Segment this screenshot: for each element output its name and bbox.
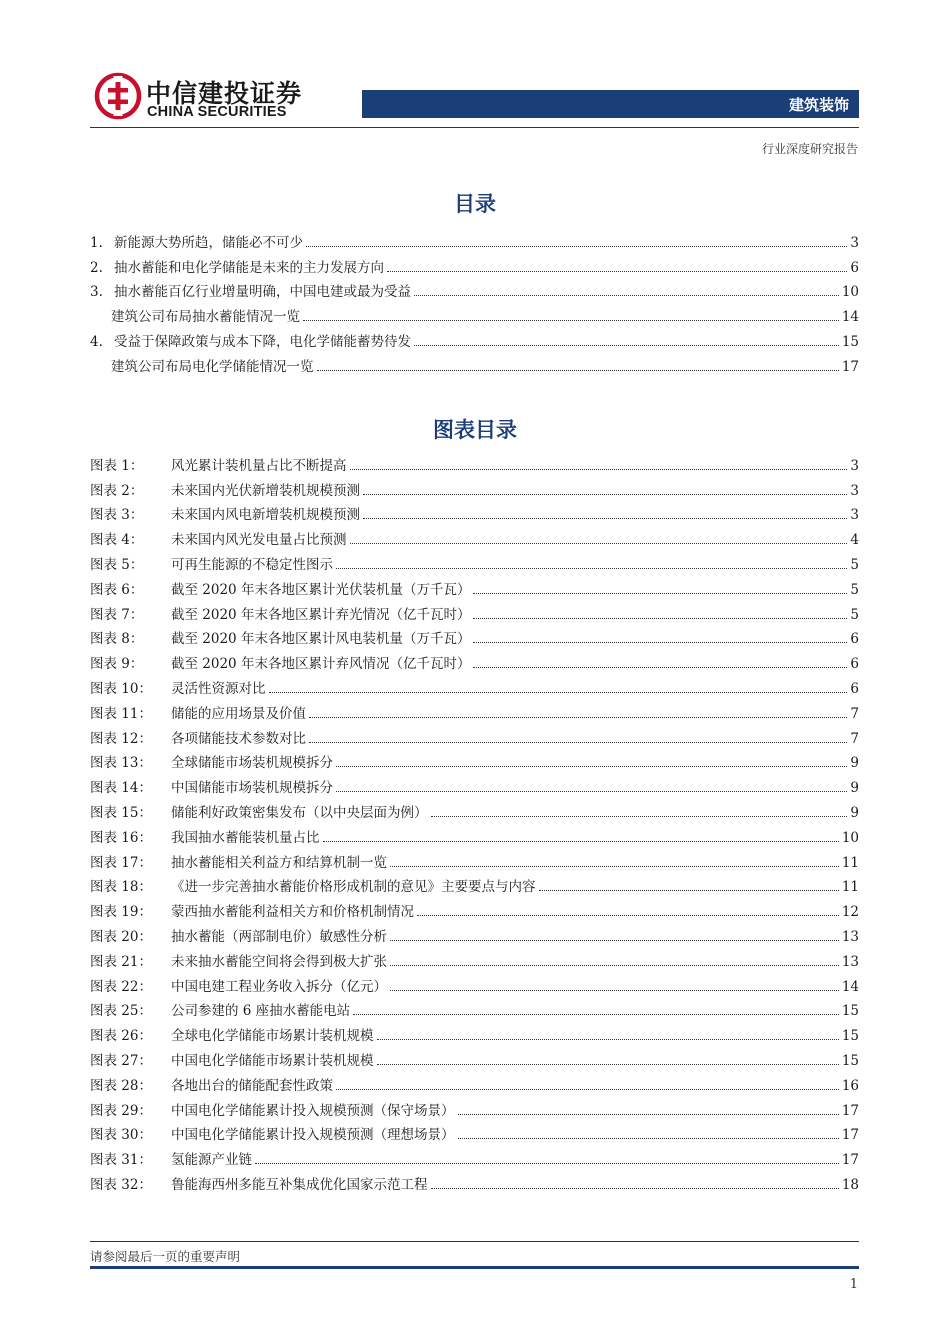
citic-logo-icon [94,72,142,120]
dot-leader [473,618,847,619]
toc-entry[interactable] [90,251,859,276]
dot-leader [377,1064,839,1065]
dot-leader [390,940,839,941]
figure-entry-text: 中国储能市场装机规模拆分 [171,780,333,797]
figure-entry[interactable] [90,821,859,846]
figure-entry-label: 图表 14： [90,780,152,797]
figure-entry[interactable] [90,573,859,598]
figure-entry-page: 5 [850,556,859,573]
figure-entry-label: 图表 12： [90,730,152,747]
figure-entry-label-group [90,975,387,995]
figure-entry-label: 图表 11： [90,705,152,722]
figure-entry-label-group [90,1049,374,1069]
figure-entry-label-group [90,652,470,672]
figure-entry-label-group [90,702,306,722]
dot-leader [473,642,847,643]
figure-entry-page: 17 [841,1127,859,1144]
figure-entry-text: 储能利好政策密集发布（以中央层面为例） [171,804,428,821]
dot-leader [336,1089,839,1090]
figure-entry-page: 3 [850,457,859,474]
dot-leader [323,841,839,842]
toc-entry-page: 14 [841,309,859,326]
toc-entry[interactable] [90,300,859,325]
toc-entry-number: 4. [90,333,103,350]
toc-entry-text: 建筑公司布局电化学储能情况一览 [111,358,314,375]
figure-entry-label-group [90,727,306,747]
figure-entry[interactable] [90,647,859,672]
figure-entry[interactable] [90,449,859,474]
figure-entry-label-group [90,900,414,920]
dot-leader [431,1188,839,1189]
figure-entry-text: 未来抽水蓄能空间将会得到极大扩张 [171,953,387,970]
figure-entry-label-group [90,454,347,474]
figure-entry-text: 储能的应用场景及价值 [171,705,306,722]
figure-entry-label-group [90,479,360,499]
figure-entry-text: 抽水蓄能（两部制电价）敏感性分析 [171,928,387,945]
figure-entry-text: 鲁能海西州多能互补集成优化国家示范工程 [171,1176,428,1193]
figure-entry-label: 图表 25： [90,1003,152,1020]
figure-entry-page: 18 [841,1176,859,1193]
figure-entry-page: 9 [850,780,859,797]
dot-leader [363,518,847,519]
figure-entry-text: 可再生能源的不稳定性图示 [171,556,333,573]
toc-entry-text: 抽水蓄能百亿行业增量明确，中国电建或最为受益 [114,284,411,301]
figure-entry-label: 图表 4： [90,532,144,549]
dot-leader [309,717,847,718]
toc-entry-text: 抽水蓄能和电化学储能是未来的主力发展方向 [114,259,384,276]
figure-entry[interactable] [90,1019,859,1044]
footer-note: 请参阅最后一页的重要声明 [90,1249,241,1264]
figure-entry-label: 图表 26： [90,1028,152,1045]
figure-entry[interactable] [90,1143,859,1168]
figure-entry-text: 蒙西抽水蓄能利益相关方和价格机制情况 [171,904,414,921]
figure-entry-page: 7 [850,730,859,747]
figure-entry[interactable] [90,697,859,722]
figure-entry-text: 截至 2020 年末各地区累计弃风情况（亿千瓦时） [171,656,471,673]
figure-entry-label: 图表 17： [90,854,152,871]
figure-entry-label-group [90,1123,455,1143]
toc-entry-page: 10 [841,284,859,301]
figure-entry-page: 11 [841,854,859,871]
figure-entry-label-group [90,950,387,970]
dot-leader [458,1138,839,1139]
figure-entry-page: 13 [841,953,859,970]
figure-entry-text: 各项储能技术参数对比 [171,730,306,747]
figure-entry-label: 图表 9： [90,656,144,673]
figure-entry-page: 4 [850,532,859,549]
dot-leader [417,915,839,916]
figure-entry-page: 3 [850,507,859,524]
figure-entry-page: 16 [841,1077,859,1094]
figure-entry-label-group [90,553,333,573]
figure-entry-label: 图表 8： [90,631,144,648]
figure-entry-text: 灵活性资源对比 [171,680,266,697]
figure-entry-label: 图表 28： [90,1077,152,1094]
figure-entry-label: 图表 13： [90,755,152,772]
figure-entry-text: 未来国内风光发电量占比预测 [171,532,347,549]
figure-entry-text: 未来国内光伏新增装机规模预测 [171,482,360,499]
dot-leader [473,593,847,594]
figure-entry-label: 图表 16： [90,829,152,846]
figure-entry-label-group [90,1173,428,1193]
figure-entry-label: 图表 20： [90,928,152,945]
dot-leader [363,494,847,495]
figure-entry-text: 截至 2020 年末各地区累计风电装机量（万千瓦） [171,631,471,648]
figure-entry[interactable] [90,598,859,623]
figure-entry-label-group [90,677,266,697]
figure-entry-label: 图表 19： [90,904,152,921]
dot-leader [414,295,839,296]
figure-entry[interactable] [90,970,859,995]
figure-entry-label-group [90,826,320,846]
toc-entry[interactable] [90,276,859,301]
figure-entry[interactable] [90,995,859,1020]
figure-entry-label: 图表 7： [90,606,144,623]
toc-entry-page: 17 [841,358,859,375]
figure-entry-page: 15 [841,1003,859,1020]
toc-entry-text: 受益于保障政策与成本下降，电化学储能蓄势待发 [114,333,411,350]
toc-entry[interactable] [90,226,859,251]
figure-entry-label-group [90,603,470,623]
figure-entry-page: 15 [841,1052,859,1069]
toc-entry-page: 3 [850,234,859,251]
figure-entry-page: 7 [850,705,859,722]
figure-entry[interactable] [90,796,859,821]
figure-entry-label: 图表 6： [90,581,144,598]
dot-leader [269,692,848,693]
dot-leader [350,469,848,470]
figure-entry[interactable] [90,672,859,697]
footer-divider [90,1241,859,1242]
figure-entry-page: 6 [850,631,859,648]
figure-entry[interactable] [90,548,859,573]
figure-entry-page: 3 [850,482,859,499]
figure-entry-page: 17 [841,1152,859,1169]
report-type: 行业深度研究报告 [761,142,858,156]
figure-entry-text: 中国电化学储能累计投入规模预测（理想场景） [171,1127,455,1144]
figure-entry-label-group [90,801,428,821]
figure-entry-label: 图表 30： [90,1127,152,1144]
dot-leader [306,246,847,247]
toc-entry-label [90,330,411,350]
toc-list [90,226,859,375]
figure-entry-text: 公司参建的 6 座抽水蓄能电站 [171,1003,351,1020]
figure-entry[interactable] [90,895,859,920]
dot-leader [414,345,839,346]
toc-entry-text: 建筑公司布局抽水蓄能情况一览 [111,309,300,326]
toc-entry-label [90,256,384,276]
toc-title: 目录 [454,192,496,216]
figure-entry-page: 9 [850,755,859,772]
company-logo [94,70,304,126]
figure-entry-label: 图表 15： [90,804,152,821]
figure-entry-label: 图表 10： [90,680,152,697]
figure-entry-text: 全球电化学储能市场累计装机规模 [171,1028,374,1045]
figure-entry-label: 图表 21： [90,953,152,970]
figures-list [90,449,859,1193]
dot-leader [255,1163,839,1164]
toc-entry-label [90,231,303,251]
figure-entry-text: 各地出台的储能配套性政策 [171,1077,333,1094]
figure-entry-label-group [90,925,387,945]
figure-entry-page: 11 [841,879,859,896]
figure-entry-label: 图表 3： [90,507,144,524]
logo-name-zh: 中信建投证券 [146,79,303,108]
figure-entry-label-group [90,1024,374,1044]
page-number: 1 [849,1277,858,1292]
figure-entry-page: 17 [841,1102,859,1119]
dot-leader [336,791,847,792]
figure-entry[interactable] [90,1119,859,1144]
figure-entry-text: 中国电化学储能市场累计装机规模 [171,1052,374,1069]
dot-leader [303,320,839,321]
figure-entry-text: 抽水蓄能相关利益方和结算机制一览 [171,854,387,871]
figures-title: 图表目录 [433,418,517,442]
dot-leader [353,1014,839,1015]
figure-entry[interactable] [90,474,859,499]
figure-entry[interactable] [90,747,859,772]
figure-entry[interactable] [90,945,859,970]
toc-entry-label [111,305,300,325]
dot-leader [473,667,847,668]
figure-entry-label-group [90,751,333,771]
figure-entry-label: 图表 2： [90,482,144,499]
figure-entry-page: 6 [850,656,859,673]
figure-entry-label: 图表 32： [90,1176,152,1193]
figure-entry-text: 截至 2020 年末各地区累计弃光情况（亿千瓦时） [171,606,471,623]
figure-entry[interactable] [90,1069,859,1094]
toc-entry-label [90,280,411,300]
figure-entry-text: 我国抽水蓄能装机量占比 [171,829,320,846]
figure-entry-label-group [90,627,470,647]
figure-entry-page: 12 [841,904,859,921]
toc-entry-number: 3. [90,284,103,301]
figure-entry-text: 中国电化学储能累计投入规模预测（保守场景） [171,1102,455,1119]
figure-entry-page: 9 [850,804,859,821]
figure-entry-label-group [90,1099,455,1119]
figure-entry[interactable] [90,1168,859,1193]
figure-entry-page: 14 [841,978,859,995]
toc-entry-number: 1. [90,234,103,251]
figure-entry[interactable] [90,722,859,747]
figure-entry[interactable] [90,1044,859,1069]
figure-entry[interactable] [90,846,859,871]
figure-entry-page: 13 [841,928,859,945]
figure-entry-label: 图表 1： [90,457,144,474]
figure-entry-text: 《进一步完善抽水蓄能价格形成机制的意见》主要要点与内容 [171,879,536,896]
dot-leader [309,742,847,743]
dot-leader [539,890,839,891]
footer-bar [90,1266,859,1269]
figure-entry-label-group [90,578,470,598]
toc-entry-label [111,355,314,375]
figure-entry-text: 氢能源产业链 [171,1152,252,1169]
figure-entry-label: 图表 18： [90,879,152,896]
dot-leader [387,271,847,272]
figure-entry-page: 15 [841,1028,859,1045]
dot-leader [317,370,839,371]
figure-entry-text: 未来国内风电新增装机规模预测 [171,507,360,524]
figure-entry-label-group [90,851,387,871]
figure-entry-label-group [90,528,347,548]
dot-leader [390,866,839,867]
dot-leader [390,965,839,966]
figure-entry-page: 10 [841,829,859,846]
figure-entry-page: 5 [850,581,859,598]
dot-leader [377,1039,839,1040]
dot-leader [350,543,848,544]
figure-entry-label: 图表 29： [90,1102,152,1119]
dot-leader [390,990,839,991]
figure-entry-label-group [90,1074,333,1094]
figure-entry[interactable] [90,499,859,524]
figure-entry-label-group [90,999,350,1019]
figure-entry-text: 风光累计装机量占比不断提高 [171,457,347,474]
figure-entry[interactable] [90,1094,859,1119]
dot-leader [336,766,847,767]
figure-entry[interactable] [90,920,859,945]
dot-leader [336,568,847,569]
toc-entry-page: 15 [841,333,859,350]
figure-entry[interactable] [90,771,859,796]
figure-entry[interactable] [90,523,859,548]
figure-entry-text: 中国电建工程业务收入拆分（亿元） [171,978,387,995]
figure-entry-text: 截至 2020 年末各地区累计光伏装机量（万千瓦） [171,581,471,598]
figure-entry-label-group [90,503,360,523]
figure-entry[interactable] [90,623,859,648]
figure-entry-label: 图表 27： [90,1052,152,1069]
header-divider [90,127,859,128]
dot-leader [458,1114,839,1115]
figure-entry-page: 5 [850,606,859,623]
toc-entry[interactable] [90,350,859,375]
toc-entry-number: 2. [90,259,103,276]
toc-entry[interactable] [90,325,859,350]
figure-entry-label: 图表 5： [90,556,144,573]
figure-entry[interactable] [90,871,859,896]
sector-label: 建筑装饰 [788,96,849,114]
figure-entry-text: 全球储能市场装机规模拆分 [171,755,333,772]
figure-entry-page: 6 [850,680,859,697]
sector-banner [362,90,859,118]
figure-entry-label: 图表 31： [90,1152,152,1169]
figure-entry-label-group [90,776,333,796]
figure-entry-label-group [90,1148,252,1168]
figure-entry-label-group [90,875,536,895]
dot-leader [431,816,848,817]
toc-entry-text: 新能源大势所趋，储能必不可少 [114,234,303,251]
logo-name-en: CHINA SECURITIES [147,104,287,120]
figure-entry-label: 图表 22： [90,978,152,995]
toc-entry-page: 6 [850,259,859,276]
